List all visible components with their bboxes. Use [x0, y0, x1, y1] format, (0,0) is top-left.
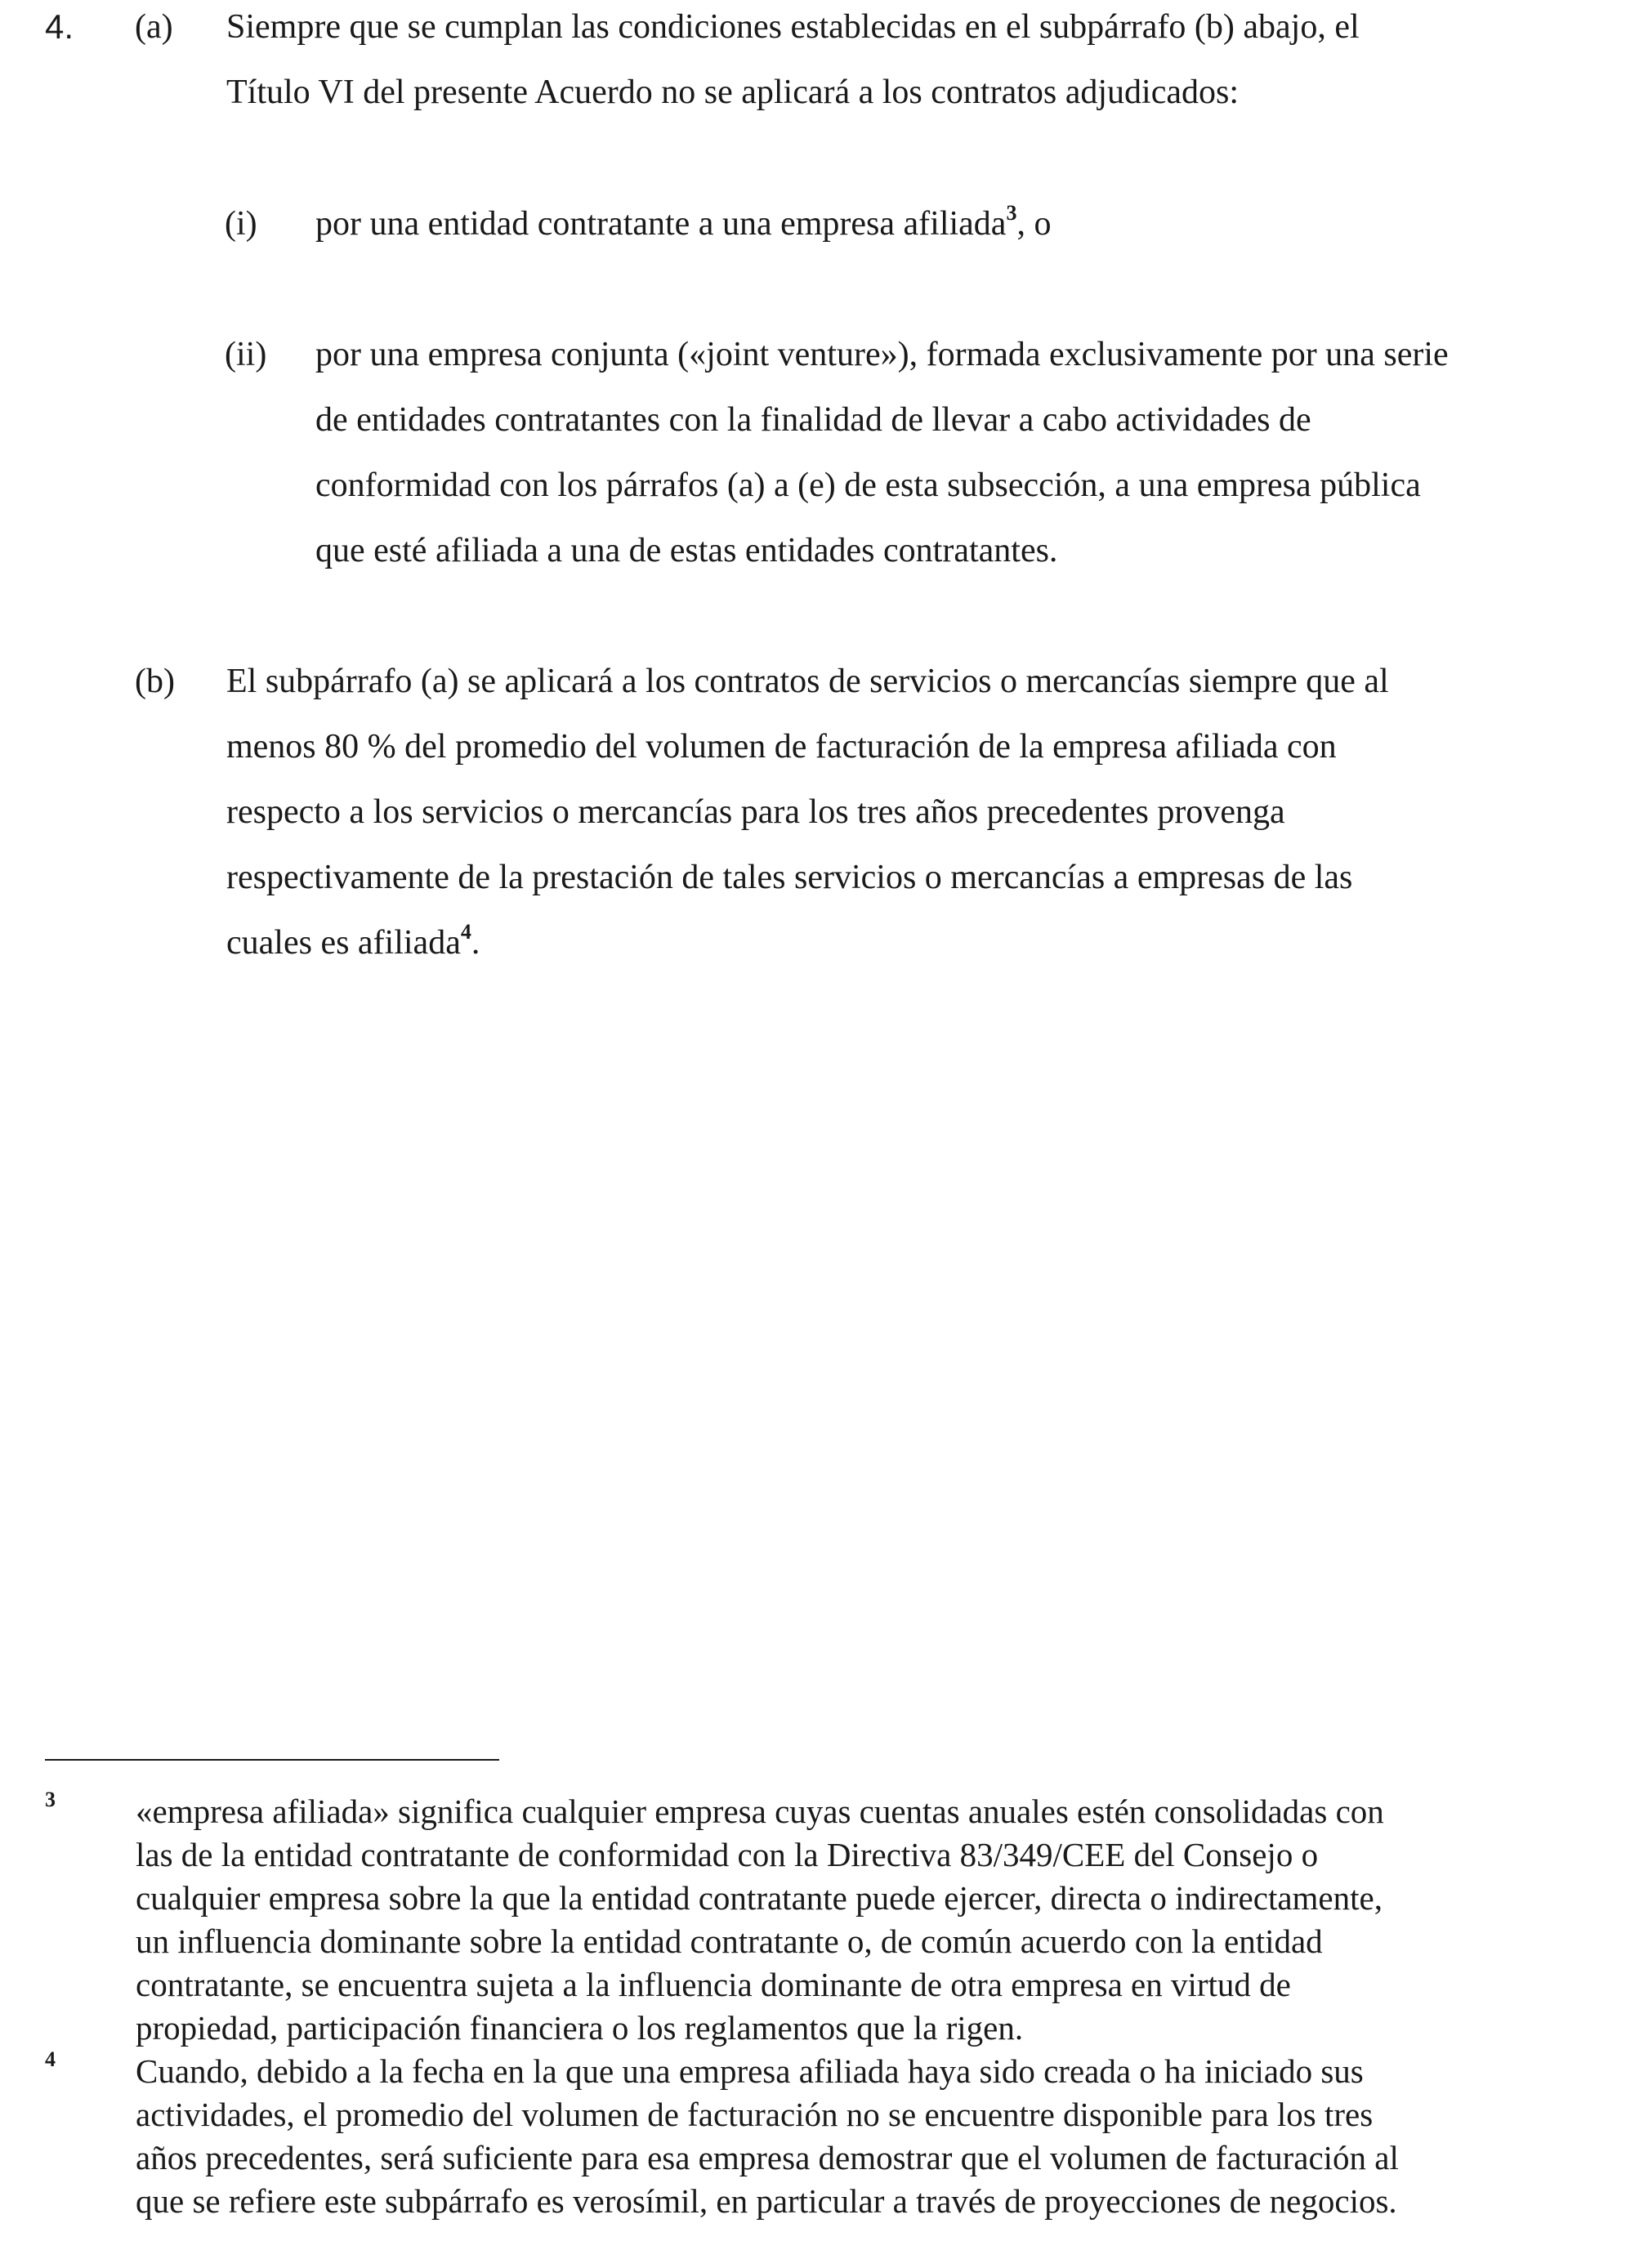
subparagraph-b-line: respectivamente de la prestación de tales servicios o mercancías a empresas de las — [226, 859, 1353, 896]
item-ii-line: conformidad con los párrafos (a) a (e) de esta subsección, a una empresa pública — [315, 467, 1421, 504]
footnote-3-line: propiedad, participación financiera o los reglamentos que la rigen. — [136, 2009, 1024, 2047]
subparagraph-b-line — [226, 920, 480, 962]
footnote-4-line: actividades, el promedio del volumen de facturación no se encuentre disponible para los tres — [136, 2096, 1374, 2133]
footnote-4-line: que se refiere este subpárrafo es verosímil, en particular a través de proyecciones de negocios. — [136, 2182, 1397, 2220]
item-i-tail: , o — [1016, 205, 1052, 243]
paragraph-number: 4. — [45, 7, 74, 46]
item-i-text: por una entidad contratante a una empresa afiliada — [315, 205, 1007, 243]
footnote-3-line: las de la entidad contratante de conformidad con la Directiva 83/349/CEE del Consejo o — [136, 1836, 1319, 1873]
subparagraph-b-label: (b) — [135, 663, 175, 700]
item-ii-line: por una empresa conjunta («joint venture»), formada exclusivamente por una serie — [315, 336, 1449, 373]
subparagraph-b-line: respecto a los servicios o mercancías para los tres años precedentes provenga — [226, 793, 1285, 831]
footnote-ref-4[interactable]: 4 — [460, 920, 471, 944]
footnote-ref-3[interactable]: 3 — [1006, 201, 1017, 225]
footnote-4-line: años precedentes, será suficiente para esa empresa demostrar que el volumen de facturación al — [136, 2139, 1399, 2176]
item-ii-line: que esté afiliada a una de estas entidades contratantes. — [315, 532, 1058, 569]
footnote-3-line: contratante, se encuentra sujeta a la influencia dominante de otra empresa en virtud de — [136, 1966, 1291, 2003]
item-ii-label: (ii) — [225, 336, 267, 373]
footnote-3-mark: 3 — [45, 1788, 56, 1811]
footnote-3-line: un influencia dominante sobre la entidad contratante o, de común acuerdo con la entidad — [136, 1922, 1323, 1960]
subparagraph-a-label: (a) — [135, 8, 173, 46]
footnote-3-line: «empresa afiliada» significa cualquier empresa cuyas cuentas anuales estén consolidadas con — [136, 1793, 1384, 1830]
subparagraph-b-line: menos 80 % del promedio del volumen de facturación de la empresa afiliada con — [226, 728, 1337, 766]
item-ii-line: de entidades contratantes con la finalidad de llevar a cabo actividades de — [315, 401, 1311, 439]
item-i-label: (i) — [225, 205, 257, 243]
subparagraph-a-line: Siempre que se cumplan las condiciones establecidas en el subpárrafo (b) abajo, el — [226, 8, 1360, 46]
subparagraph-a-line: Título VI del presente Acuerdo no se aplicará a los contratos adjudicados: — [226, 74, 1239, 111]
footnote-4-mark: 4 — [45, 2047, 56, 2071]
footnote-4-line: Cuando, debido a la fecha en la que una empresa afiliada haya sido creada o ha iniciado sus — [136, 2052, 1364, 2090]
subparagraph-b-line: El subpárrafo (a) se aplicará a los contratos de servicios o mercancías siempre que al — [226, 663, 1389, 700]
subparagraph-b-text: cuales es afiliada — [226, 924, 461, 962]
subparagraph-b-tail: . — [471, 924, 480, 962]
footnote-3-line: cualquier empresa sobre la que la entidad contratante puede ejercer, directa o indirectamente, — [136, 1879, 1383, 1917]
footnote-separator — [45, 1759, 499, 1761]
item-i-line — [315, 201, 1052, 243]
